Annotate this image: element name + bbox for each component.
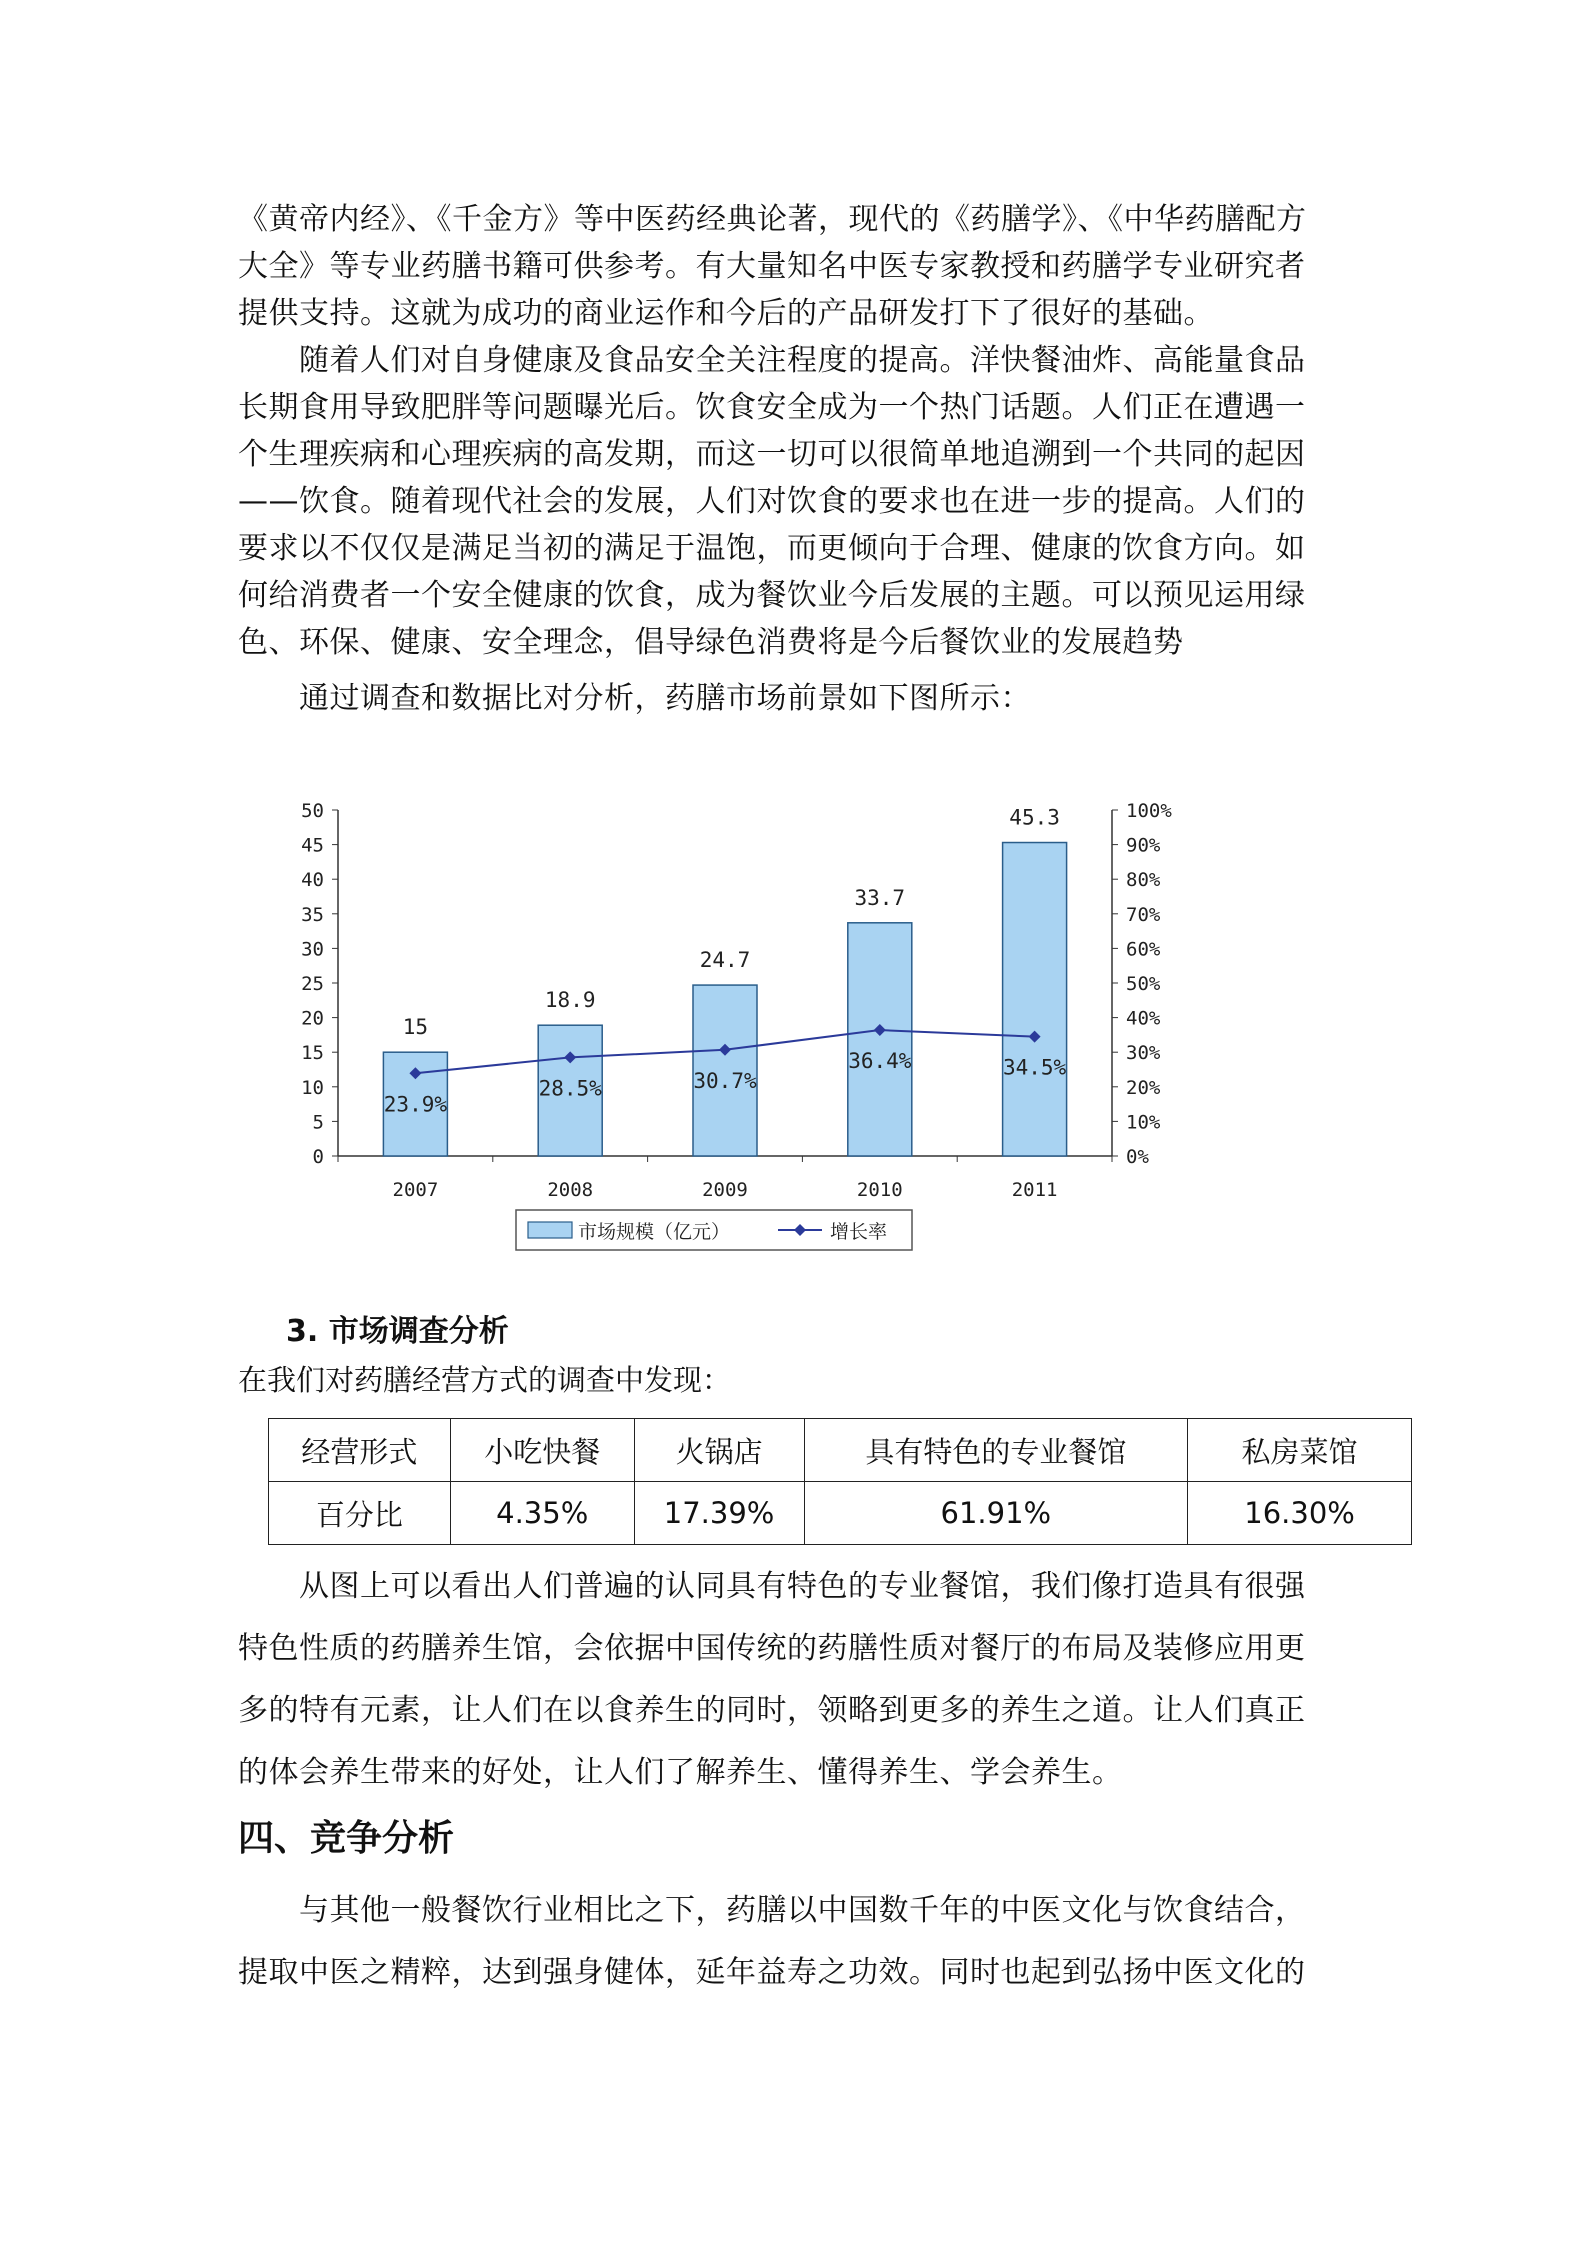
chart-legend [516,1210,912,1250]
x-tick-label: 2010 [856,1179,903,1201]
y-tick-label: 50 [301,800,324,822]
y2-tick-label: 10% [1126,1111,1161,1134]
x-tick-label: 2011 [1011,1179,1058,1201]
y2-tick-label: 0% [1126,1146,1149,1168]
legend-line-label: 增长率 [830,1221,888,1243]
market-chart [276,782,1216,1282]
bar-value-label: 45.3 [1009,805,1060,830]
table-cell: 61.91% [804,1482,1188,1545]
table-row-label: 百分比 [269,1482,451,1545]
table-cell: 16.30% [1188,1482,1412,1545]
text-line: 多的特有元素，让人们在以食养生的同时，领略到更多的养生之道。让人们真正 [238,1693,1306,1728]
paragraph-classics [238,196,1358,337]
legend-bar-swatch [528,1222,572,1238]
text-line: 随着人们对自身健康及食品安全关注程度的提高。洋快餐油炸、高能量食品 [238,343,1306,378]
bar-value-label: 15 [402,1015,429,1040]
x-tick-label: 2008 [547,1179,594,1201]
y2-tick-label: 50% [1126,973,1161,995]
y2-tick-label: 30% [1126,1042,1161,1065]
x-tick-label: 2007 [392,1179,439,1201]
text-line: 个生理疾病和心理疾病的高发期，而这一切可以很简单地追溯到一个共同的起因 [238,437,1306,472]
growth-label: 30.7% [693,1068,757,1093]
y2-tick-label: 90% [1126,834,1161,857]
text-line: 大全》等专业药膳书籍可供参考。有大量知名中医专家教授和药膳学专业研究者 [238,249,1306,284]
paragraph-survey-conclusion [238,1556,1358,1804]
section-heading-market-survey: 3. 市场调查分析 [286,1314,509,1349]
paragraph-chart-intro [238,675,1358,722]
y-tick-label: 25 [301,973,324,995]
text-line: 从图上可以看出人们普遍的认同具有特色的专业餐馆，我们像打造具有很强 [238,1569,1306,1604]
chart-data-labels [384,806,1067,1117]
y2-tick-label: 80% [1126,869,1161,892]
text-line: 长期食用导致肥胖等问题曝光后。饮食安全成为一个热门话题。人们正在遭遇一 [238,390,1306,425]
y-tick-label: 20 [301,1007,324,1030]
table-header-cell: 私房菜馆 [1188,1419,1412,1482]
y-tick-label: 40 [301,869,324,892]
growth-label: 23.9% [383,1092,448,1117]
chart-bars [383,843,1066,1156]
table-header-cell: 火锅店 [634,1419,804,1482]
y-tick-label: 45 [301,834,324,857]
x-tick-label: 2009 [702,1179,748,1201]
table-header-cell: 经营形式 [269,1419,451,1482]
table-header-cell: 具有特色的专业餐馆 [804,1419,1188,1482]
y2-tick-label: 20% [1126,1076,1161,1099]
bar [848,923,912,1156]
y2-tick-label: 60% [1126,938,1161,961]
bar-value-label: 24.7 [699,948,751,973]
text-line: 何给消费者一个安全健康的饮食，成为餐饮业今后发展的主题。可以预见运用绿 [238,578,1306,613]
growth-label: 28.5% [538,1076,602,1101]
y2-tick-label: 40% [1126,1007,1161,1030]
text-line: 要求以不仅仅是满足当初的满足于温饱，而更倾向于合理、健康的饮食方向。如 [238,531,1306,566]
paragraph-health-trend [238,337,1358,666]
survey-intro: 在我们对药膳经营方式的调查中发现： [238,1363,732,1397]
y-tick-label: 0 [312,1146,324,1168]
y-tick-label: 15 [301,1042,324,1065]
table-row [269,1482,1412,1545]
business-type-table [268,1418,1412,1545]
text-line: 通过调查和数据比对分析，药膳市场前景如下图所示： [238,681,1031,716]
paragraph-competition [238,1880,1358,2004]
text-line: 特色性质的药膳养生馆，会依据中国传统的药膳性质对餐厅的布局及装修应用更 [238,1631,1306,1666]
text-line: 提取中医之精粹，达到强身健体，延年益寿之功效。同时也起到弘扬中医文化的 [238,1955,1306,1990]
growth-label: 34.5% [1002,1055,1067,1080]
growth-label: 36.4% [848,1049,912,1074]
text-line: ——饮食。随着现代社会的发展，人们对饮食的要求也在进一步的提高。人们的 [238,484,1306,519]
text-line: 提供支持。这就为成功的商业运作和今后的产品研发打下了很好的基础。 [238,296,1214,331]
y-tick-label: 10 [301,1076,324,1099]
text-line: 《黄帝内经》、《千金方》等中医药经典论著，现代的《药膳学》、《中华药膳配方 [238,202,1307,237]
table-header-cell: 小吃快餐 [450,1419,634,1482]
table-cell: 4.35% [450,1482,634,1545]
y-tick-label: 35 [301,903,324,926]
table-header-row [269,1419,1412,1482]
legend-bar-label: 市场规模（亿元） [578,1221,731,1243]
bar [1003,843,1067,1156]
y-tick-label: 30 [301,938,324,961]
bar-value-label: 33.7 [854,885,906,910]
bar-value-label: 18.9 [544,988,596,1013]
section-heading-competition: 四、竞争分析 [238,1818,455,1859]
table-cell: 17.39% [634,1482,804,1545]
y-tick-label: 5 [312,1111,324,1134]
y2-tick-label: 70% [1126,903,1161,926]
text-line: 与其他一般餐饮行业相比之下，药膳以中国数千年的中医文化与饮食结合， [238,1893,1306,1928]
y2-tick-label: 100% [1126,800,1172,822]
text-line: 色、环保、健康、安全理念，倡导绿色消费将是今后餐饮业的发展趋势 [238,625,1184,660]
text-line: 的体会养生带来的好处，让人们了解养生、懂得养生、学会养生。 [238,1755,1123,1790]
